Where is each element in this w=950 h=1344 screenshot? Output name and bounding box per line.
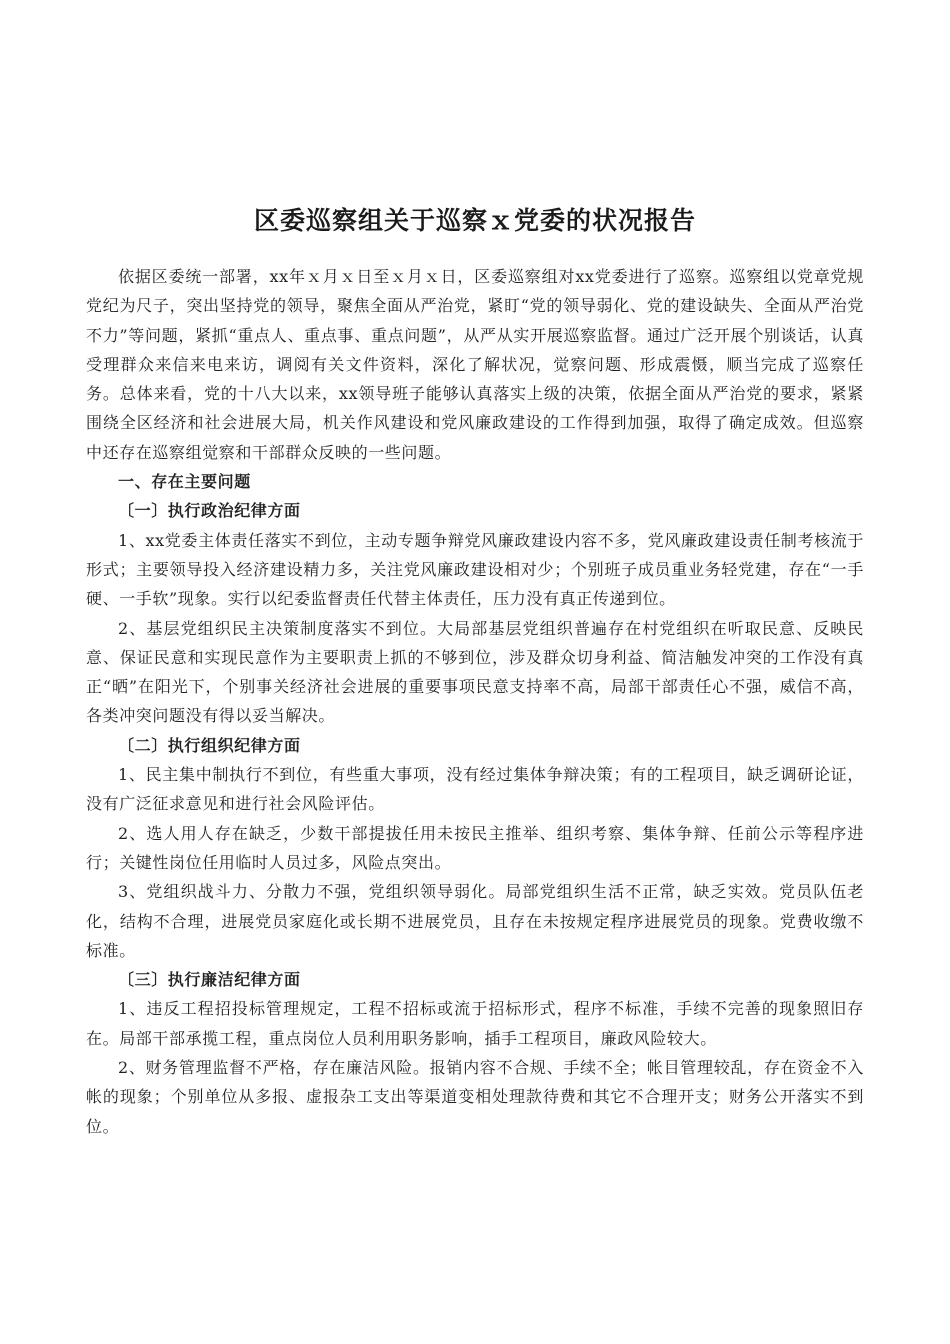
document-page [86,200,864,1141]
integrity-discipline-item-2: 2、财务管理监督不严格，存在廉洁风险。报销内容不合规、手续不全；帐目管理较乱，存在资金不入帐的现象；个别单位从多报、虚报杂工支出等渠道变相处理款待费和其它不合理开支；财务公开落实不到位。 [86,1058,864,1136]
organizational-discipline-item-2: 2、选人用人存在缺乏，少数干部提拔任用未按民主推举、组织考察、集体争辩、任前公示等程序进行；关键性岗位任用临时人员过多，风险点突出。 [86,823,864,872]
section-heading-main-problems: 一、存在主要问题 [118,472,251,492]
document-title: 区委巡察组关于巡察ｘ党委的状况报告 [253,206,696,235]
subsection-heading-political-discipline: 〔一〕执行政治纪律方面 [118,501,301,521]
subsection-heading-integrity-discipline: 〔三〕执行廉洁纪律方面 [118,970,301,990]
intro-paragraph: 依据区委统一部署，xx年ｘ月ｘ日至ｘ月ｘ日，区委巡察组对xx党委进行了巡察。巡察组以党章党规党纪为尺子，突出坚持党的领导，聚焦全面从严治党，紧盯“党的领导弱化、党的建设缺失、全面从严治党不力”等问题，紧抓“重点人、重点事、重点问题”，从严从实开展巡察监督。通过广泛开展个别谈话，认真受理群众来信来电来访，调阅有关文件资料，深化了解状况，觉察问题、形成震慑，顺当完成了巡察任务。总体来看，党的十八大以来，xx领导班子能够认真落实上级的决策，依据全面从严治党的要求，紧紧围绕全区经济和社会进展大局，机关作风建设和党风廉政建设的工作得到加强，取得了确定成效。但巡察中还存在巡察组觉察和干部群众反映的一些问题。 [86,267,864,462]
integrity-discipline-item-1: 1、违反工程招投标管理规定，工程不招标或流于招标形式，程序不标准，手续不完善的现象照旧存在。局部干部承揽工程，重点岗位人员利用职务影响，插手工程项目，廉政风险较大。 [86,999,864,1048]
organizational-discipline-item-1: 1、民主集中制执行不到位，有些重大事项，没有经过集体争辩决策；有的工程项目，缺乏调研论证，没有广泛征求意见和进行社会风险评估。 [86,765,864,814]
political-discipline-item-1: 1、xx党委主体责任落实不到位，主动专题争辩党风廉政建设内容不多，党风廉政建设责任制考核流于形式；主要领导投入经济建设精力多，关注党风廉政建设相对少；个别班子成员重业务轻党建，存在“一手硬、一手软”现象。实行以纪委监督责任代替主体责任，压力没有真正传递到位。 [86,530,864,609]
organizational-discipline-item-3: 3、党组织战斗力、分散力不强，党组织领导弱化。局部党组织生活不正常，缺乏实效。党员队伍老化，结构不合理，进展党员家庭化或长期不进展党员，且存在未按规定程序进展党员的现象。党费收缴不标准。 [86,882,864,960]
subsection-heading-organizational-discipline: 〔二〕执行组织纪律方面 [118,735,301,755]
political-discipline-item-2: 2、基层党组织民主决策制度落实不到位。大局部基层党组织普遍存在村党组织在听取民意、反映民意、保证民意和实现民意作为主要职责上抓的不够到位，涉及群众切身利益、简洁触发冲突的工作没有真正“晒”在阳光下，个别事关经济社会进展的重要事项民意支持率不高，局部干部责任心不强，威信不高，各类冲突问题没有得以妥当解决。 [86,618,864,726]
